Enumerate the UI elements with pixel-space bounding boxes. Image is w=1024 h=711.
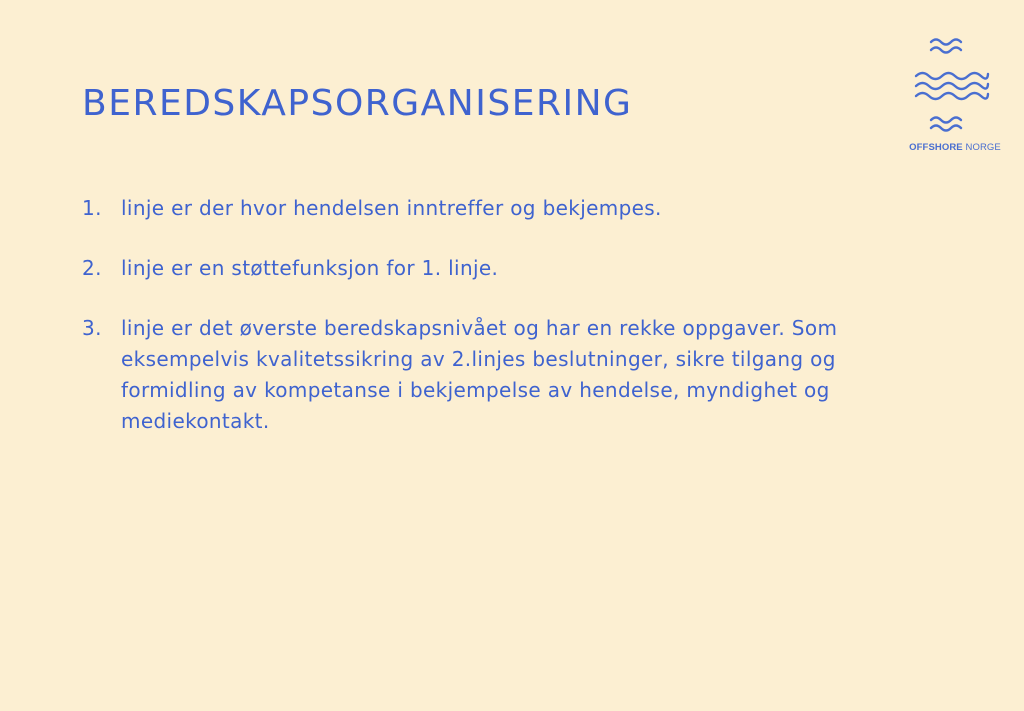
list-item-number: 3. <box>82 316 102 340</box>
logo-text-light: NORGE <box>965 142 1001 153</box>
waves-icon <box>913 34 997 134</box>
list-item <box>82 253 942 284</box>
offshore-norge-logo <box>905 34 1005 156</box>
list-item-number: 1. <box>82 196 102 220</box>
logo-text-bold: OFFSHORE <box>909 142 963 153</box>
slide-title: BEREDSKAPSORGANISERING <box>82 83 633 124</box>
list-item-text: linje er en støttefunksjon for 1. linje. <box>121 256 499 280</box>
responsibility-list <box>82 193 942 466</box>
logo-text <box>905 142 1005 153</box>
list-item <box>82 193 942 224</box>
list-item-text: linje er der hvor hendelsen inntreffer og bekjempes. <box>121 196 662 220</box>
list-item <box>82 313 942 437</box>
list-item-number: 2. <box>82 256 102 280</box>
list-item-text: linje er det øverste beredskapsnivået og har en rekke oppgaver. Som eksempelvis kvalitetssikring av 2.linjes beslutninger, sikre tilgang og formidling av kompetanse i bekjempelse av hendelse, myndighet og mediekontakt. <box>121 316 838 433</box>
